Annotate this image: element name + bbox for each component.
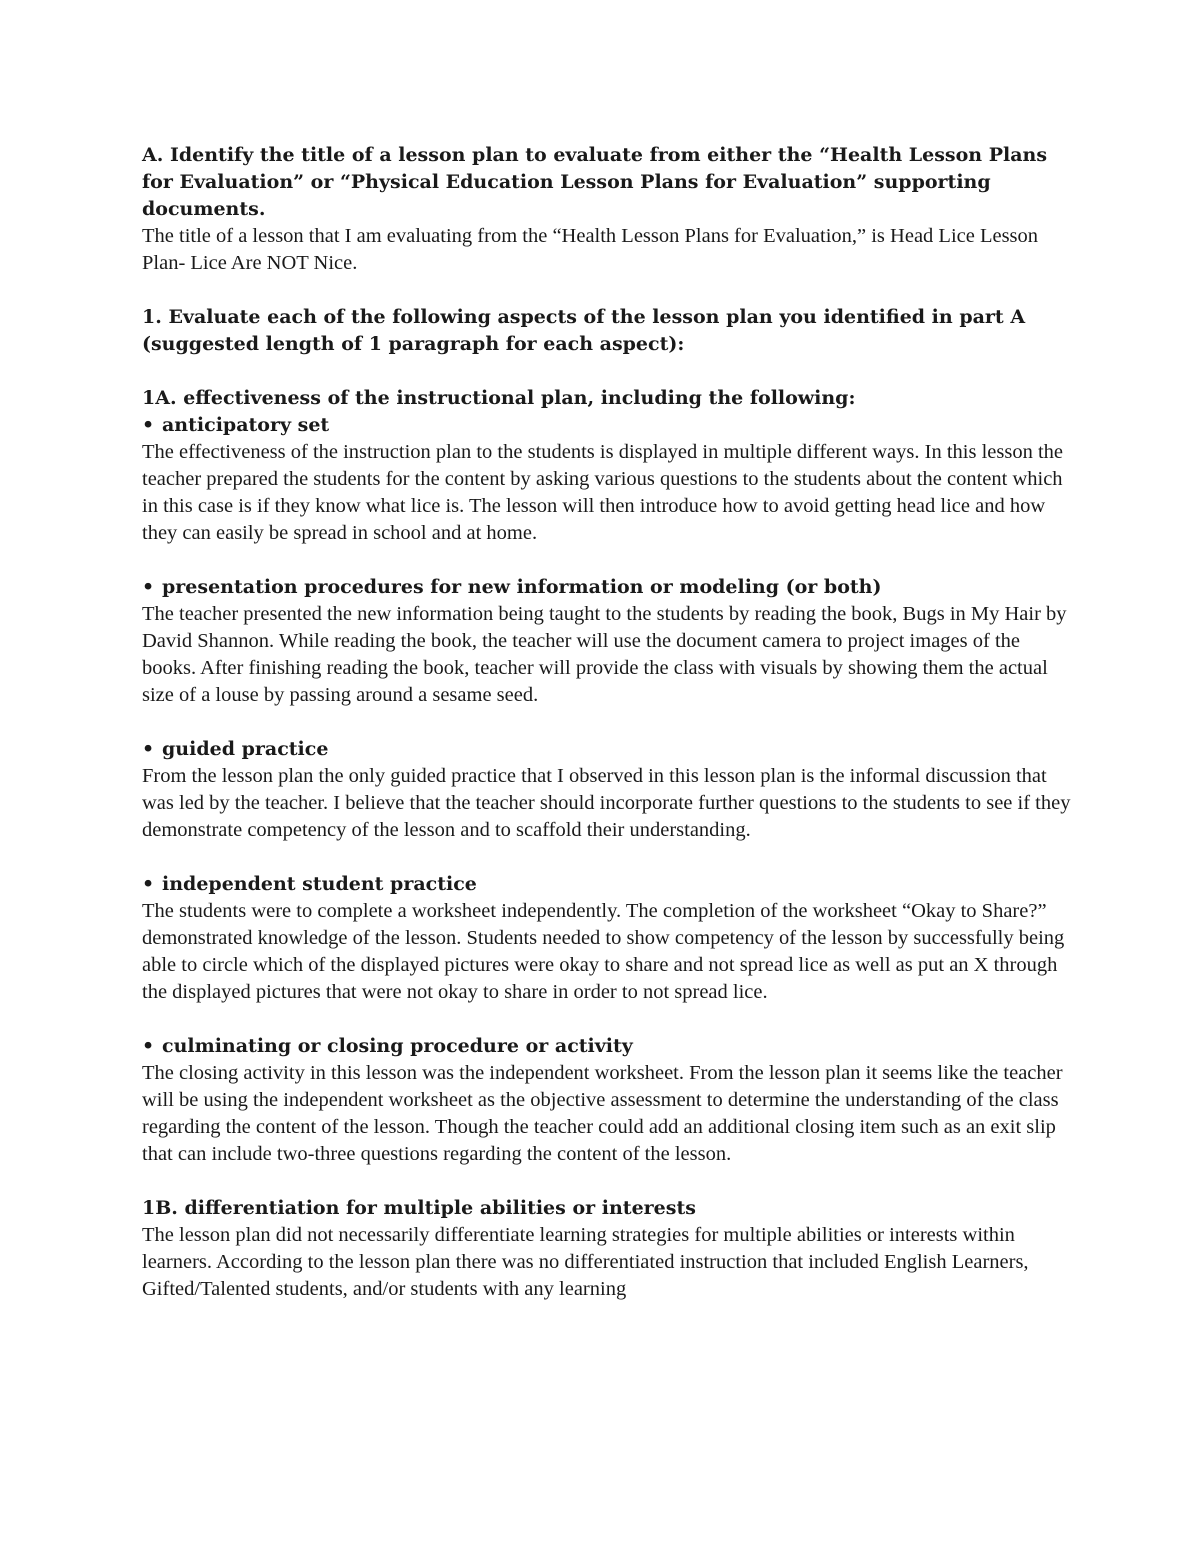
bullet-icon: • [142, 414, 155, 436]
independent-practice-label: independent student practice [162, 873, 477, 895]
spacer [142, 709, 1072, 736]
spacer [142, 358, 1072, 385]
question-1-heading: 1. Evaluate each of the following aspects of the lesson plan you identified in part A (suggested length of 1 paragraph for each aspect): [142, 306, 1026, 355]
spacer [142, 1006, 1072, 1033]
bullet-icon: • [142, 873, 155, 895]
presentation-heading [142, 574, 1072, 601]
anticipatory-set-heading [142, 412, 1072, 439]
bullet-icon: • [142, 738, 155, 760]
question-1a-heading: 1A. effectiveness of the instructional plan, including the following: [142, 387, 856, 409]
guided-practice-heading [142, 736, 1072, 763]
guided-practice-label: guided practice [162, 738, 329, 760]
presentation-label: presentation procedures for new information or modeling (or both) [162, 576, 882, 598]
independent-practice-heading [142, 871, 1072, 898]
question-1b-heading: 1B. differentiation for multiple abilities or interests [142, 1197, 696, 1219]
guided-practice-text: From the lesson plan the only guided practice that I observed in this lesson plan is the informal discussion that was led by the teacher. I believe that the teacher should incorporate further questions to the students to see if they demonstrate competency of the lesson and to scaffold their understanding. [142, 765, 1071, 841]
part-a-heading: A. Identify the title of a lesson plan to evaluate from either the “Health Lesson Plans for Evaluation” or “Physical Education Lesson Plans for Evaluation” supporting documents. [142, 144, 1048, 220]
bullet-icon: • [142, 576, 155, 598]
part-a-answer: The title of a lesson that I am evaluating from the “Health Lesson Plans for Evaluation,” is Head Lice Lesson Plan- Lice Are NOT Nice. [142, 225, 1039, 274]
spacer [142, 1168, 1072, 1195]
question-1b-text: The lesson plan did not necessarily differentiate learning strategies for multiple abilities or interests within learners. According to the lesson plan there was no differentiated instruction that included English Learners, Gifted/Talented students, and/or students with any learning [142, 1224, 1029, 1300]
spacer [142, 844, 1072, 871]
closing-label: culminating or closing procedure or activity [162, 1035, 633, 1057]
presentation-text: The teacher presented the new information being taught to the students by reading the book, Bugs in My Hair by David Shannon. While reading the book, the teacher will use the document camera to project images of the books. After finishing reading the book, teacher will provide the class with visuals by showing them the actual size of a louse by passing around a sesame seed. [142, 603, 1067, 706]
closing-heading [142, 1033, 1072, 1060]
anticipatory-set-label: anticipatory set [162, 414, 330, 436]
document-page [142, 142, 1072, 1303]
spacer [142, 547, 1072, 574]
closing-text: The closing activity in this lesson was the independent worksheet. From the lesson plan it seems like the teacher will be using the independent worksheet as the objective assessment to determine the understanding of the class regarding the content of the lesson. Though the teacher could add an additional closing item such as an exit slip that can include two-three questions regarding the content of the lesson. [142, 1062, 1063, 1165]
spacer [142, 277, 1072, 304]
anticipatory-set-text: The effectiveness of the instruction plan to the students is displayed in multiple different ways. In this lesson the teacher prepared the students for the content by asking various questions to the students about the content which in this case is if they know what lice is. The lesson will then introduce how to avoid getting head lice and how they can easily be spread in school and at home. [142, 441, 1063, 544]
independent-practice-text: The students were to complete a worksheet independently. The completion of the worksheet “Okay to Share?” demonstrated knowledge of the lesson. Students needed to show competency of the lesson by successfully being able to circle which of the displayed pictures were okay to share and not spread lice as well as put an X through the displayed pictures that were not okay to share in order to not spread lice. [142, 900, 1065, 1003]
bullet-icon: • [142, 1035, 155, 1057]
